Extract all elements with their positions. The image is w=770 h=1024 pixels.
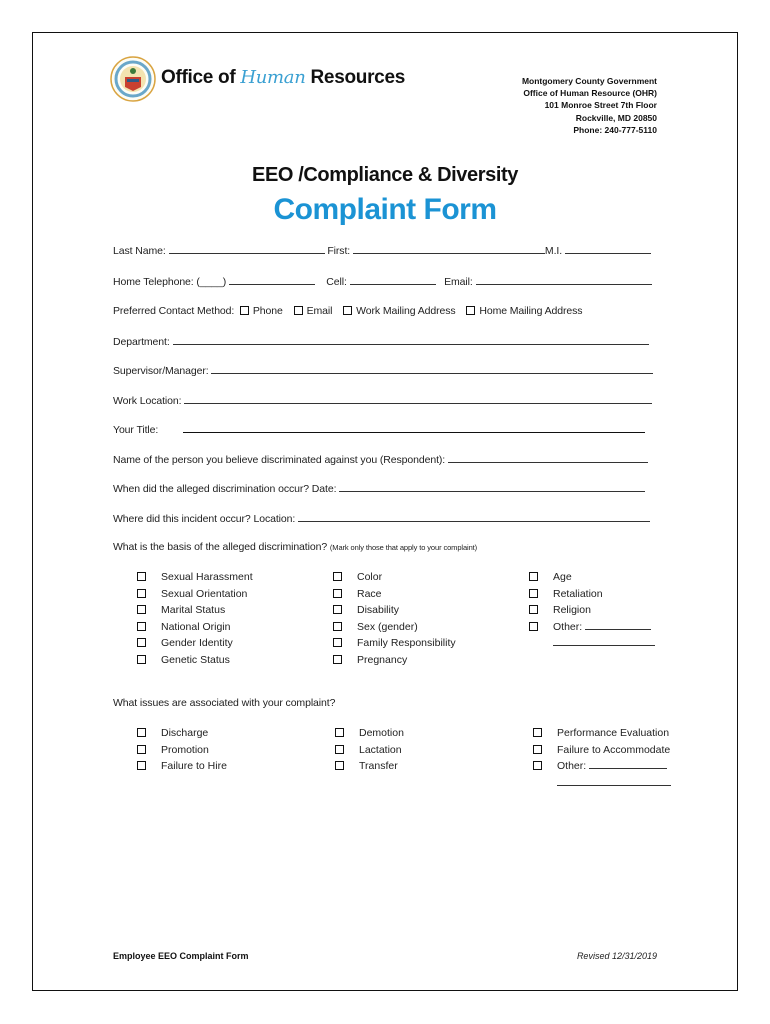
basis-item[interactable]: National Origin [137,619,253,636]
basis-item[interactable]: Sexual Orientation [137,586,253,603]
basis-note: (Mark only those that apply to your complaint) [329,543,478,552]
issue-item[interactable]: Demotion [335,725,404,742]
issue-other-field-2[interactable] [557,776,671,786]
basis-other-field[interactable] [585,620,651,630]
checkbox[interactable] [333,655,342,664]
issue-item[interactable]: Failure to Hire [137,758,227,775]
basis-item[interactable]: Family Responsibility [333,635,456,652]
your-title-field[interactable] [183,423,645,433]
basis-question: What is the basis of the alleged discrimination? [113,541,328,553]
basis-item[interactable]: Race [333,586,456,603]
checkbox[interactable] [137,605,146,614]
basis-item[interactable]: Color [333,569,456,586]
option-phone: Phone [252,305,283,317]
checkbox[interactable] [137,622,146,631]
checkbox[interactable] [533,745,542,754]
home-phone-label: Home Telephone: (____) [113,276,227,288]
issue-other-field[interactable] [589,759,667,769]
basis-item[interactable]: Pregnancy [333,652,456,669]
first-name-field[interactable] [353,244,545,254]
checkbox[interactable] [529,605,538,614]
email-field[interactable] [476,275,652,285]
address-line: Rockville, MD 20850 [575,112,657,123]
checkbox[interactable] [335,728,344,737]
department-label: Department: [113,336,170,348]
when-row [113,482,645,495]
mi-field[interactable] [565,244,651,254]
brand-title [161,67,405,89]
issues-question: What issues are associated with your complaint? [113,697,336,709]
home-phone-field[interactable] [229,275,315,285]
basis-item[interactable]: Religion [529,602,655,619]
checkbox-work-address[interactable] [343,306,352,315]
department-row [113,335,649,348]
brand-suffix: Resources [310,67,405,88]
issue-item[interactable]: Promotion [137,742,227,759]
issue-item[interactable]: Lactation [335,742,404,759]
cell-field[interactable] [350,275,436,285]
checkbox[interactable] [529,572,538,581]
when-label: When did the alleged discrimination occur? Date: [113,483,337,495]
checkbox[interactable] [137,589,146,598]
checkbox[interactable] [333,638,342,647]
checkbox[interactable] [533,728,542,737]
checkbox[interactable] [533,761,542,770]
where-row [113,512,650,525]
basis-item[interactable]: Genetic Status [137,652,253,669]
checkbox[interactable] [137,761,146,770]
footer-revised-date: Revised 12/31/2019 [576,951,657,961]
address-line: Phone: 240-777-5110 [573,124,657,135]
basis-item[interactable]: Age [529,569,655,586]
work-location-label: Work Location: [113,395,182,407]
first-name-label: First: [327,245,351,257]
respondent-row [113,453,648,466]
checkbox[interactable] [335,745,344,754]
location-field[interactable] [298,512,650,522]
date-field[interactable] [339,482,645,492]
form-page [32,32,738,991]
checkbox[interactable] [137,745,146,754]
checkbox[interactable] [335,761,344,770]
basis-question-row [113,541,477,553]
checkbox-home-address[interactable] [466,306,475,315]
basis-item[interactable]: Sexual Harassment [137,569,253,586]
issues-column-1 [137,725,227,775]
footer-form-name: Employee EEO Complaint Form [113,951,249,961]
phone-row [113,275,652,288]
checkbox[interactable] [333,589,342,598]
issue-item[interactable]: Failure to Accommodate [533,742,671,759]
issue-item[interactable]: Other: [533,758,671,775]
basis-column-2 [333,569,456,669]
brand-prefix: Office of [161,67,236,88]
checkbox[interactable] [137,655,146,664]
county-seal-logo [109,55,157,103]
work-location-row [113,394,652,407]
checkbox[interactable] [529,589,538,598]
address-line: Montgomery County Government [521,76,657,86]
name-row [113,244,651,257]
checkbox-email[interactable] [294,306,303,315]
address-line: 101 Monroe Street 7th Floor [544,100,657,111]
basis-item[interactable]: Retaliation [529,586,655,603]
cell-label: Cell: [326,276,347,288]
work-location-field[interactable] [184,394,652,404]
respondent-label: Name of the person you believe discriminated against you (Respondent): [113,454,446,466]
checkbox[interactable] [333,572,342,581]
respondent-field[interactable] [448,453,648,463]
department-field[interactable] [173,335,649,345]
checkbox[interactable] [137,572,146,581]
address-line: Office of Human Resource (OHR) [523,88,657,99]
issues-column-2 [335,725,404,775]
last-name-field[interactable] [169,244,325,254]
issues-column-3 [533,725,671,791]
address-block [522,75,657,136]
form-subtitle: EEO /Compliance & Diversity [252,164,518,186]
checkbox[interactable] [529,622,538,631]
option-work-address: Work Mailing Address [356,305,456,317]
basis-item[interactable]: Sex (gender) [333,619,456,636]
form-title: Complaint Form [273,193,497,226]
option-email: Email [306,305,333,317]
contact-method-row [113,305,590,317]
issue-item[interactable]: Performance Evaluation [533,725,671,742]
brand-script: Human [240,67,306,88]
option-home-address: Home Mailing Address [479,305,583,317]
basis-other-field-2[interactable] [553,636,655,646]
basis-column-1 [137,569,253,669]
checkbox[interactable] [137,638,146,647]
issue-item[interactable]: Transfer [335,758,404,775]
your-title-row [113,423,645,436]
issues-question-row [113,697,335,709]
supervisor-label: Supervisor/Manager: [113,365,209,377]
supervisor-field[interactable] [211,364,653,374]
basis-column-3 [529,569,655,652]
mi-label: M.I. [544,245,563,257]
email-label: Email: [444,276,473,288]
supervisor-row [113,364,653,377]
issue-item[interactable]: Discharge [137,725,227,742]
contact-method-label: Preferred Contact Method: [113,305,235,317]
checkbox[interactable] [333,605,342,614]
basis-item[interactable]: Gender Identity [137,635,253,652]
checkbox[interactable] [333,622,342,631]
last-name-label: Last Name: [113,245,166,257]
checkbox[interactable] [137,728,146,737]
your-title-label: Your Title: [113,424,159,436]
basis-item[interactable]: Disability [333,602,456,619]
where-label: Where did this incident occur? Location: [113,513,296,525]
basis-item[interactable]: Other: [529,619,655,636]
checkbox-phone[interactable] [240,306,249,315]
basis-item[interactable]: Marital Status [137,602,253,619]
